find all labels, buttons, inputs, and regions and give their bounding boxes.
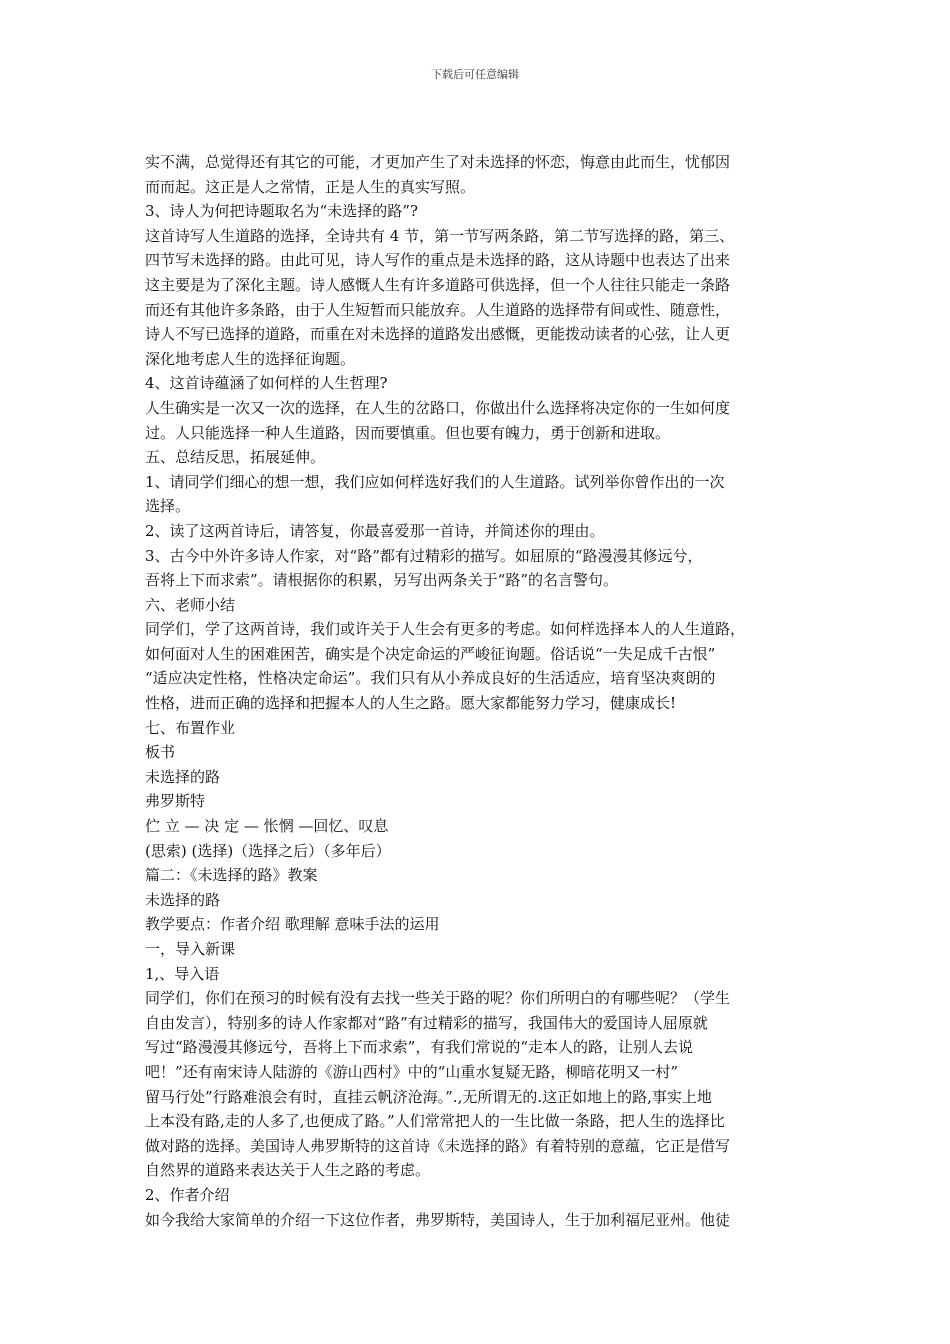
text-line: 如何面对人生的困难困苦，确实是个决定命运的严峻征询题。俗话说“一失足成千古恨” <box>145 644 716 663</box>
text-line: 这首诗写人生道路的选择，全诗共有 4 节，第一节写两条路，第二节写选择的路，第三、 <box>145 226 735 245</box>
text-line: 吧！”还有南宋诗人陆游的《游山西村》中的“山重水复疑无路，柳暗花明又一村” <box>145 1062 679 1081</box>
text-line: 自由发言），特别多的诗人作家都对“路”有过精彩的描写，我国伟大的爱国诗人屈原就 <box>145 1013 708 1032</box>
text-line: 3、诗人为何把诗题取名为“未选择的路”? <box>145 202 418 221</box>
text-line: 未选择的路 <box>145 890 221 909</box>
text-line: 而而起。这正是人之常情，正是人生的真实写照。 <box>145 177 476 196</box>
text-line: 吾将上下而求索”。请根据你的积累，另写出两条关于“路”的名言警句。 <box>145 571 619 590</box>
text-line: 篇二：《未选择的路》教案 <box>145 866 318 885</box>
text-line: 四节写未选择的路。由此可见，诗人写作的重点是未选择的路，这从诗题中也表达了出来 <box>145 251 731 270</box>
text-line: 深化地考虑人生的选择征询题。 <box>145 349 356 368</box>
text-line: 写过“路漫漫其修远兮，吾将上下而求索”，有我们常说的“走本人的路，让别人去说 <box>145 1038 694 1057</box>
text-line: 五、总结反思，拓展延伸。 <box>145 448 326 467</box>
text-line: 2、读了这两首诗后，请答复，你最喜爱那一首诗，并简述你的理由。 <box>145 521 605 540</box>
text-line: 过。人只能选择一种人生道路，因而要慎重。但也要有魄力，勇于创新和进取。 <box>145 423 671 442</box>
text-line: 教学要点：作者介绍 歌理解 意味手法的运用 <box>145 915 440 934</box>
text-line: 做对路的选择。美国诗人弗罗斯特的这首诗《未选择的路》有着特别的意蕴，它正是借写 <box>145 1136 731 1155</box>
text-line: 实不满，总觉得还有其它的可能，才更加产生了对未选择的怀恋，悔意由此而生，忧郁因 <box>145 153 731 171</box>
text-line: “适应决定性格，性格决定命运”。我们只有从小养成良好的生活适应，培育坚决爽朗的 <box>145 669 716 688</box>
text-line: 板书 <box>145 743 176 762</box>
text-line: 2、作者介绍 <box>145 1185 230 1204</box>
text-line: 伫 立 — 决 定 — 怅惘 —回忆、叹息 <box>145 817 389 836</box>
text-line: 弗罗斯特 <box>145 792 206 811</box>
text-line: 4、这首诗蕴涵了如何样的人生哲理? <box>145 374 388 393</box>
text-line: 七、布置作业 <box>145 718 236 737</box>
text-line: 人生确实是一次又一次的选择，在人生的岔路口，你做出什么选择将决定你的一生如何度 <box>145 398 731 417</box>
text-line: 自然界的道路来表达关于人生之路的考虑。 <box>145 1161 431 1180</box>
text-line: 诗人不写已选择的道路，而重在对未选择的道路发出感慨，更能拨动读者的心弦，让人更 <box>145 325 731 344</box>
text-line: 3、古今中外许多诗人作家，对“路”都有过精彩的描写。如屈原的“路漫漫其修远兮， <box>145 546 703 565</box>
text-line: 1、请同学们细心的想一想，我们应如何样选好我们的人生道路。试列举你曾作出的一次 <box>145 472 725 491</box>
text-line: 一，导入新课 <box>145 940 236 958</box>
page-header: 下载后可任意编辑 <box>431 68 519 81</box>
text-line: 上本没有路,走的人多了,也便成了路。”人们常常把人的一生比做一条路，把人生的选择比 <box>145 1112 725 1131</box>
text-line: 选择。 <box>145 497 191 516</box>
text-line: 留马行处”行路难浪会有时，直挂云帆济沧海。”.,无所谓无的.这正如地上的路,事实上地 <box>145 1087 712 1106</box>
text-line: 如今我给大家简单的介绍一下这位作者，弗罗斯特，美国诗人，生于加利福尼亚州。他徒 <box>145 1210 731 1229</box>
text-line: 未选择的路 <box>145 767 221 786</box>
text-line: 六、老师小结 <box>145 595 236 614</box>
text-line: 同学们，学了这两首诗，我们或许关于人生会有更多的考虑。如何样选择本人的人生道路， <box>145 620 746 639</box>
text-line: 性格，进而正确的选择和把握本人的人生之路。愿大家都能努力学习，健康成长! <box>145 694 677 713</box>
text-line: 同学们，你们在预习的时候有没有去找一些关于路的呢？你们所明白的有哪些呢？（学生 <box>145 989 731 1008</box>
text-line: 1,、导入语 <box>145 964 220 983</box>
text-line: (思索) (选择)（选择之后）（多年后） <box>145 841 391 860</box>
text-line: 这主要是为了深化主题。诗人感慨人生有许多道路可供选择，但一个人往往只能走一条路 <box>145 275 731 294</box>
document-body <box>145 150 810 1232</box>
text-line: 而还有其他许多条路，由于人生短暂而只能放弃。人生道路的选择带有间或性、随意性， <box>145 300 731 319</box>
